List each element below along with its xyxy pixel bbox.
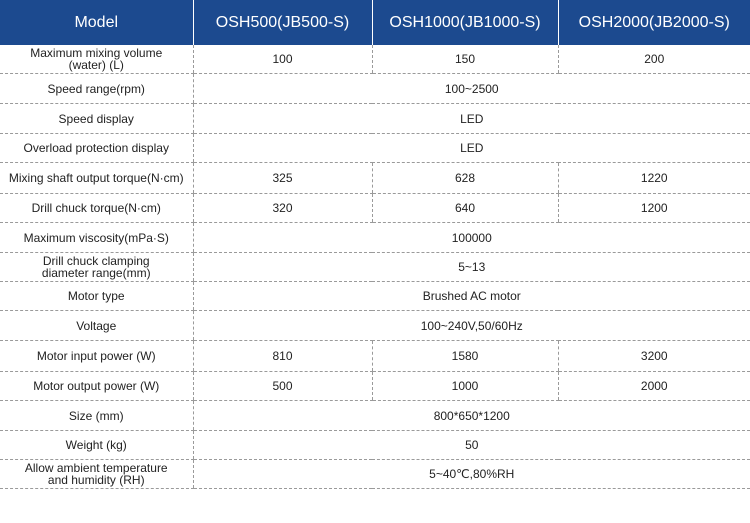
row-label xyxy=(0,45,193,74)
cell-osh2000: 1220 xyxy=(558,163,750,194)
row-motor-input-power xyxy=(0,341,750,372)
header-osh2000: OSH2000(JB2000-S) xyxy=(558,0,750,45)
cell-osh2000: 1200 xyxy=(558,194,750,223)
row-speed-range xyxy=(0,74,750,104)
row-max-viscosity xyxy=(0,223,750,253)
cell-osh500: 500 xyxy=(193,372,372,401)
row-label: Speed display xyxy=(0,104,193,134)
cell-shared: LED xyxy=(193,134,750,163)
cell-osh1000: 1000 xyxy=(372,372,558,401)
row-label: Maximum viscosity(mPa·S) xyxy=(0,223,193,253)
row-motor-output-power xyxy=(0,372,750,401)
cell-osh500: 325 xyxy=(193,163,372,194)
cell-osh2000: 3200 xyxy=(558,341,750,372)
cell-osh1000: 150 xyxy=(372,45,558,74)
cell-shared: 5~13 xyxy=(193,253,750,282)
row-label: Motor input power (W) xyxy=(0,341,193,372)
cell-osh2000: 200 xyxy=(558,45,750,74)
row-weight xyxy=(0,431,750,460)
label-line-1: Drill chuck clamping xyxy=(42,254,150,268)
row-label: Size (mm) xyxy=(0,401,193,431)
cell-shared: 100000 xyxy=(193,223,750,253)
row-label: Drill chuck torque(N·cm) xyxy=(0,194,193,223)
cell-shared: 100~240V,50/60Hz xyxy=(193,311,750,341)
cell-osh500: 320 xyxy=(193,194,372,223)
cell-shared: Brushed AC motor xyxy=(193,282,750,311)
row-drill-chuck-torque xyxy=(0,194,750,223)
row-label: Overload protection display xyxy=(0,134,193,163)
row-max-mixing-volume xyxy=(0,45,750,74)
row-motor-type xyxy=(0,282,750,311)
cell-shared: LED xyxy=(193,104,750,134)
header-row xyxy=(0,0,750,45)
label-line-2: and humidity (RH) xyxy=(47,473,145,487)
label-line-2: (water) (L) xyxy=(68,58,124,72)
row-label: Mixing shaft output torque(N·cm) xyxy=(0,163,193,194)
cell-osh2000: 2000 xyxy=(558,372,750,401)
header-osh1000: OSH1000(JB1000-S) xyxy=(372,0,558,45)
cell-osh500: 100 xyxy=(193,45,372,74)
row-voltage xyxy=(0,311,750,341)
label-line-2: diameter range(mm) xyxy=(41,266,151,280)
cell-osh1000: 1580 xyxy=(372,341,558,372)
label-line-1: Allow ambient temperature xyxy=(24,461,168,475)
row-ambient-temperature xyxy=(0,460,750,489)
cell-shared: 5~40℃,80%RH xyxy=(193,460,750,489)
row-label: Speed range(rpm) xyxy=(0,74,193,104)
cell-shared: 800*650*1200 xyxy=(193,401,750,431)
row-size xyxy=(0,401,750,431)
cell-osh500: 810 xyxy=(193,341,372,372)
row-drill-chuck-clamping xyxy=(0,253,750,282)
row-label: Voltage xyxy=(0,311,193,341)
row-label: Motor output power (W) xyxy=(0,372,193,401)
row-label xyxy=(0,460,193,489)
header-model: Model xyxy=(0,0,193,45)
row-label xyxy=(0,253,193,282)
row-speed-display xyxy=(0,104,750,134)
row-label: Weight (kg) xyxy=(0,431,193,460)
label-line-1: Maximum mixing volume xyxy=(30,46,163,60)
cell-shared: 100~2500 xyxy=(193,74,750,104)
cell-osh1000: 640 xyxy=(372,194,558,223)
row-label: Motor type xyxy=(0,282,193,311)
header-osh500: OSH500(JB500-S) xyxy=(193,0,372,45)
cell-shared: 50 xyxy=(193,431,750,460)
row-overload-protection xyxy=(0,134,750,163)
cell-osh1000: 628 xyxy=(372,163,558,194)
row-mixing-shaft-torque xyxy=(0,163,750,194)
